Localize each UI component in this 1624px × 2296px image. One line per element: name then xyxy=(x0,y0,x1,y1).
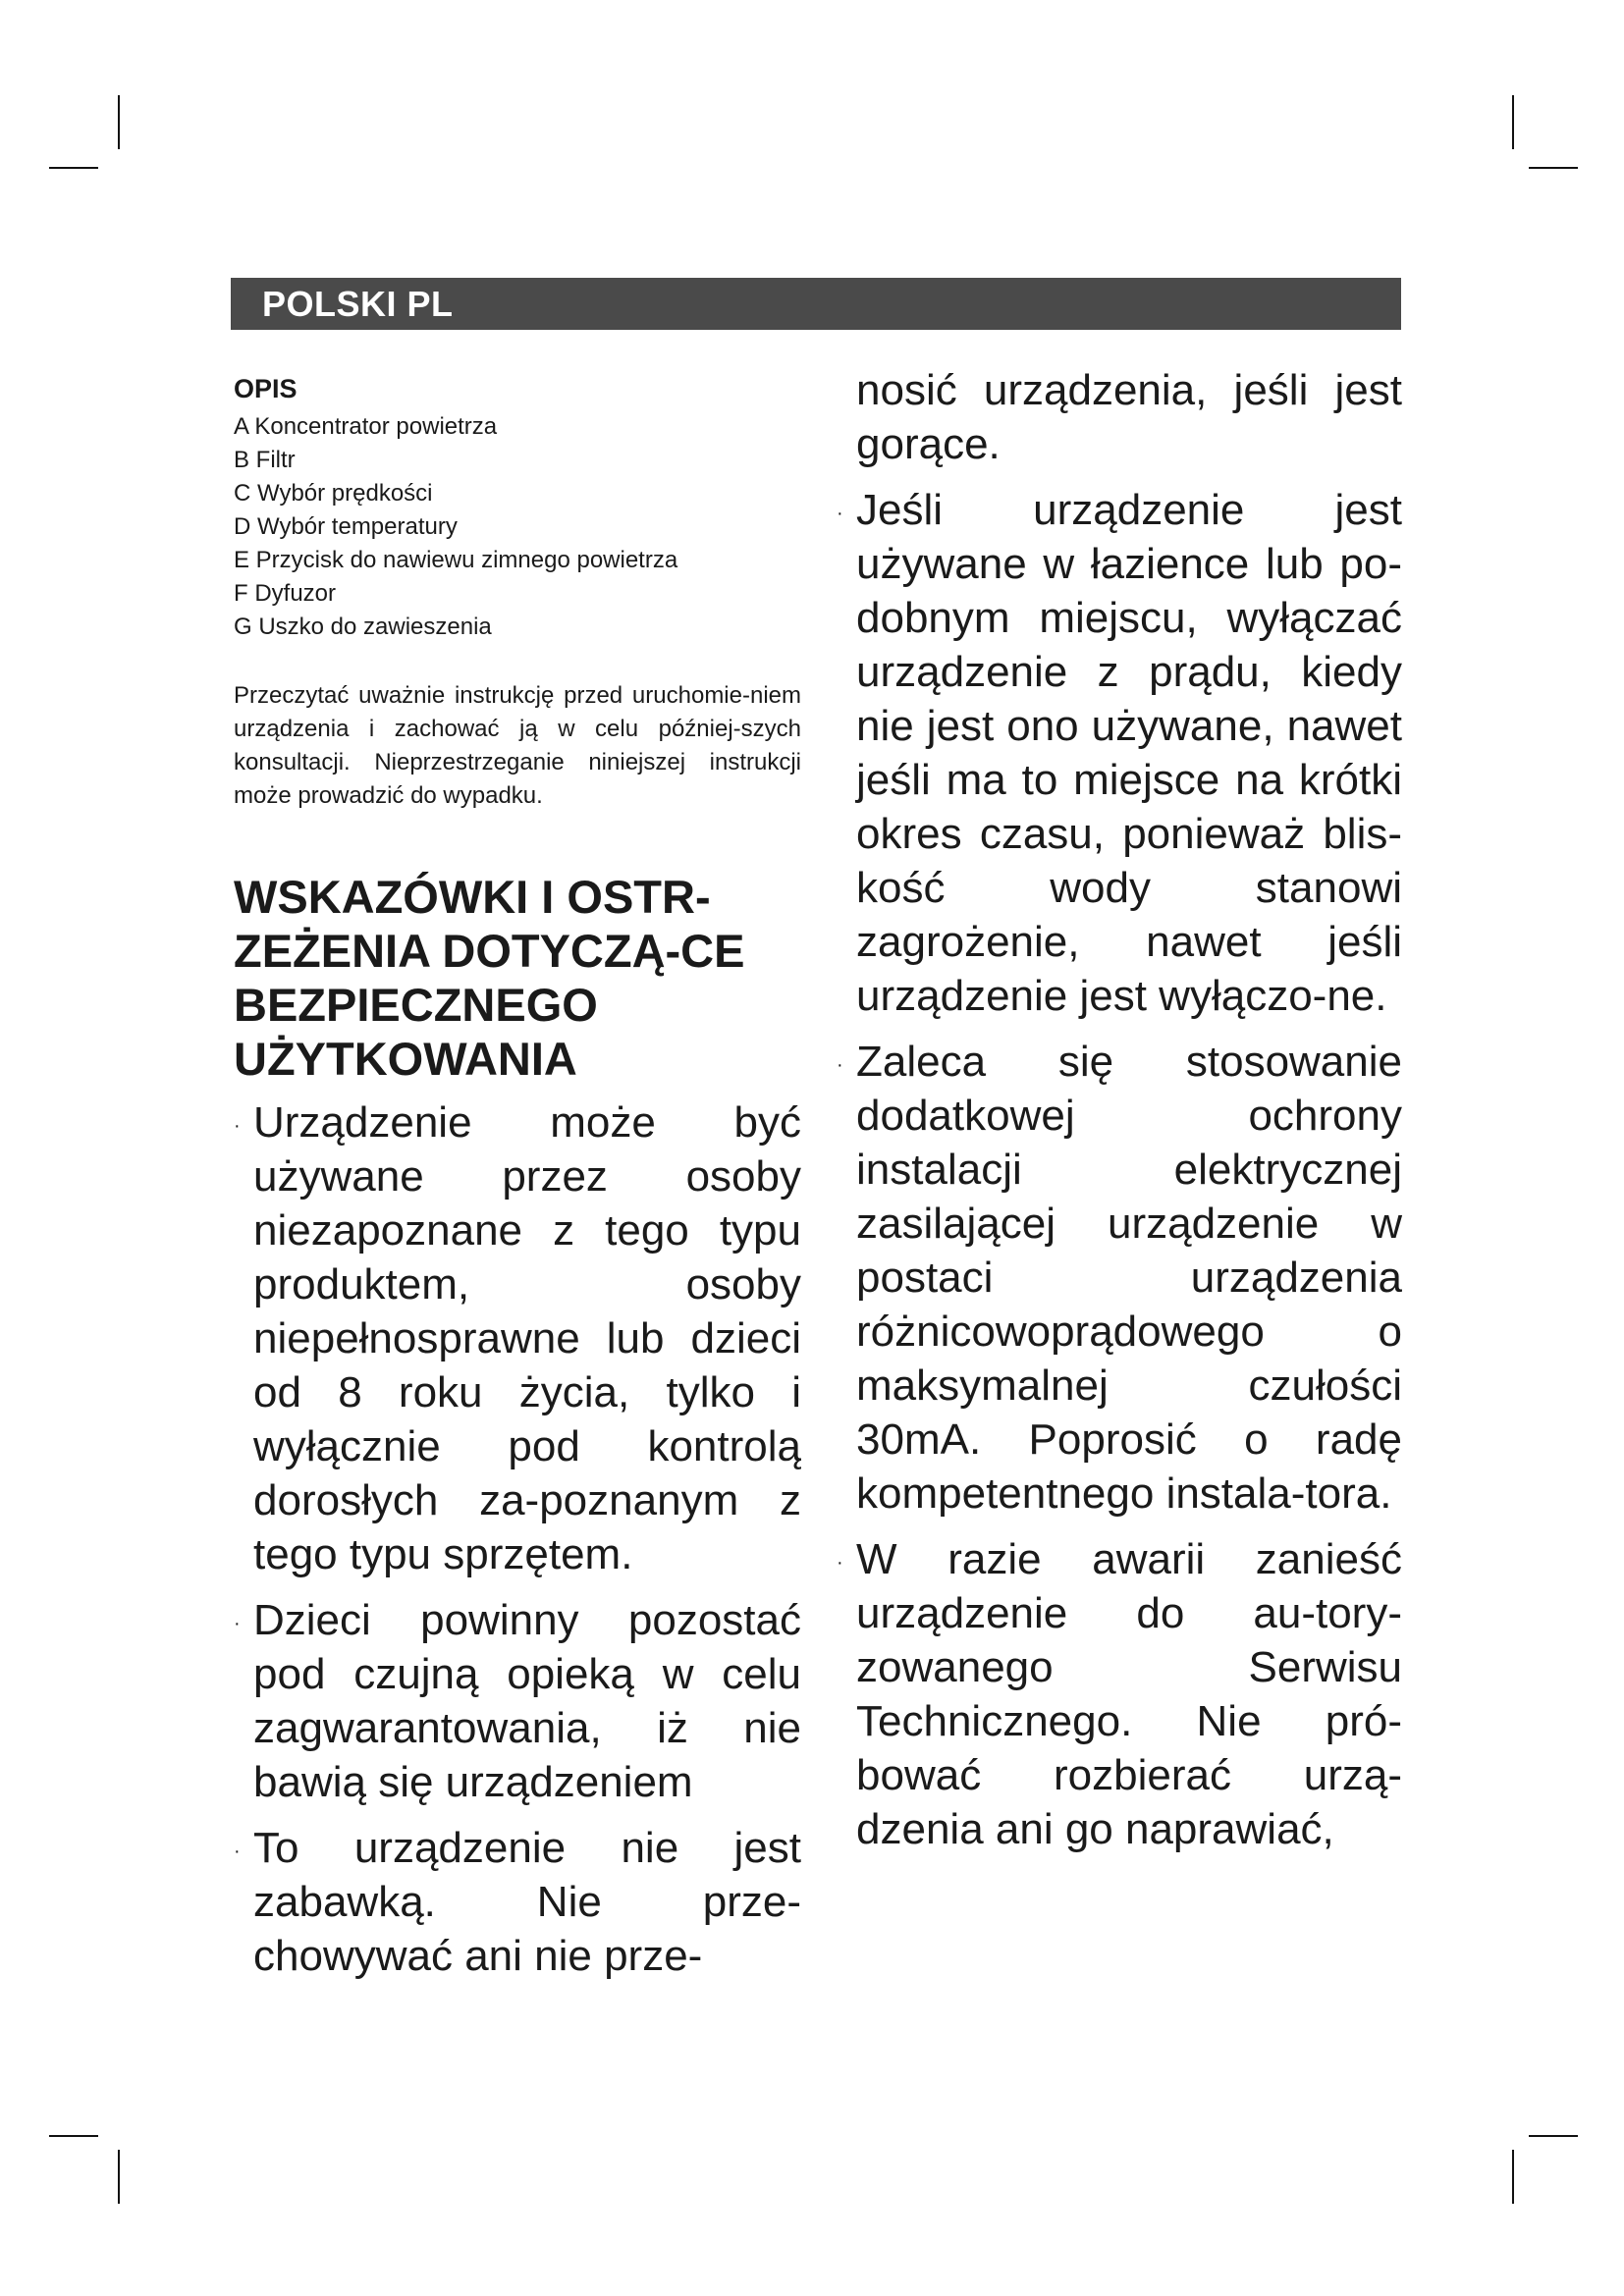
crop-mark-bottom-left-vertical xyxy=(118,2150,120,2204)
part-item: A Koncentrator powietrza xyxy=(234,413,498,440)
language-header xyxy=(231,278,1401,330)
safety-bullets-left xyxy=(234,1095,801,1983)
part-item: C Wybór prędkości xyxy=(234,480,433,507)
part-item: E Przycisk do nawiewu zimnego powietrza xyxy=(234,547,678,573)
language-label: POLSKI PL xyxy=(262,284,454,324)
bullet-text: To urządzenie nie jest zabawką. Nie prze-chowywać ani nie prze- xyxy=(253,1824,801,1980)
bullet-text: Jeśli urządzenie jest używane w łazience lub po-dobnym miejscu, wyłączać urządzenie z prądu, kiedy nie jest ono używane, nawet jeśli ma to miejsce na krótki okres czasu, ponieważ blis-kość wody stanowi zagrożenie, nawet jeśli urządzenie jest wyłączo-ne. xyxy=(856,486,1402,1020)
crop-mark-top-left-vertical xyxy=(118,95,120,149)
crop-mark-top-right-vertical xyxy=(1512,95,1514,149)
bullet-text: Zaleca się stosowanie dodatkowej ochrony instalacji elektrycznej zasilającej urządzenie w postaci urządzenia różnicowoprądowego o maksymalnej czułości 30mA. Poprosić o radę kompetentnego instala-tora. xyxy=(856,1038,1402,1518)
safety-bullet xyxy=(234,1821,801,1983)
intro-paragraph: Przeczytać uważnie instrukcję przed uruchomie-niem urządzenia i zachować ją w celu później-szych konsultacji. Nieprzestrzeganie niniejszej instrukcji może prowadzić do wypadku. xyxy=(234,682,801,809)
right-column xyxy=(837,363,1402,1868)
bullet-text: Urządzenie może być używane przez osoby niezapoznane z tego typu produktem, osoby niepełnosprawne lub dzieci od 8 roku życia, tylko i wyłącznie pod kontrolą dorosłych za-poznanym z tego typu sprzętem. xyxy=(253,1098,801,1578)
part-item: F Dyfuzor xyxy=(234,580,337,607)
safety-bullet xyxy=(837,1035,1402,1521)
bullet-dot-icon: · xyxy=(837,1054,843,1076)
bullet-dot-icon: · xyxy=(234,1613,241,1634)
bullet-dot-icon: · xyxy=(234,1841,241,1862)
safety-bullet xyxy=(837,483,1402,1023)
part-item: D Wybór temperatury xyxy=(234,513,458,540)
continuation-text: nosić urządzenia, jeśli jest gorące. xyxy=(856,366,1402,468)
safety-title: WSKAZÓWKI I OSTR-ZEŻENIA DOTYCZĄ-CE BEZPIECZNEGO UŻYTKOWANIA xyxy=(234,871,745,1085)
part-item: B Filtr xyxy=(234,447,296,473)
bullet-text: W razie awarii zanieść urządzenie do au-tory-zowanego Serwisu Technicznego. Nie pró-bować rozbierać urzą-dzenia ani go naprawiać, xyxy=(856,1535,1402,1853)
description-title: OPIS xyxy=(234,374,298,403)
bullet-dot-icon: · xyxy=(837,1552,843,1574)
bullet-text: Dzieci powinny pozostać pod czujną opieką w celu zagwarantowania, iż nie bawią się urządzeniem xyxy=(253,1596,801,1806)
safety-bullet xyxy=(234,1593,801,1809)
safety-bullets-right xyxy=(837,483,1402,1856)
safety-bullet xyxy=(837,1532,1402,1856)
left-column xyxy=(234,373,801,1995)
crop-mark-bottom-right-horizontal xyxy=(1529,2135,1578,2137)
bullet-dot-icon: · xyxy=(837,503,843,524)
crop-mark-top-left-horizontal xyxy=(49,167,98,169)
crop-mark-top-right-horizontal xyxy=(1529,167,1578,169)
crop-mark-bottom-left-horizontal xyxy=(49,2135,98,2137)
part-item: G Uszko do zawieszenia xyxy=(234,614,492,640)
bullet-dot-icon: · xyxy=(234,1115,241,1137)
safety-bullet xyxy=(234,1095,801,1581)
crop-mark-bottom-right-vertical xyxy=(1512,2150,1514,2204)
parts-list xyxy=(234,410,801,644)
